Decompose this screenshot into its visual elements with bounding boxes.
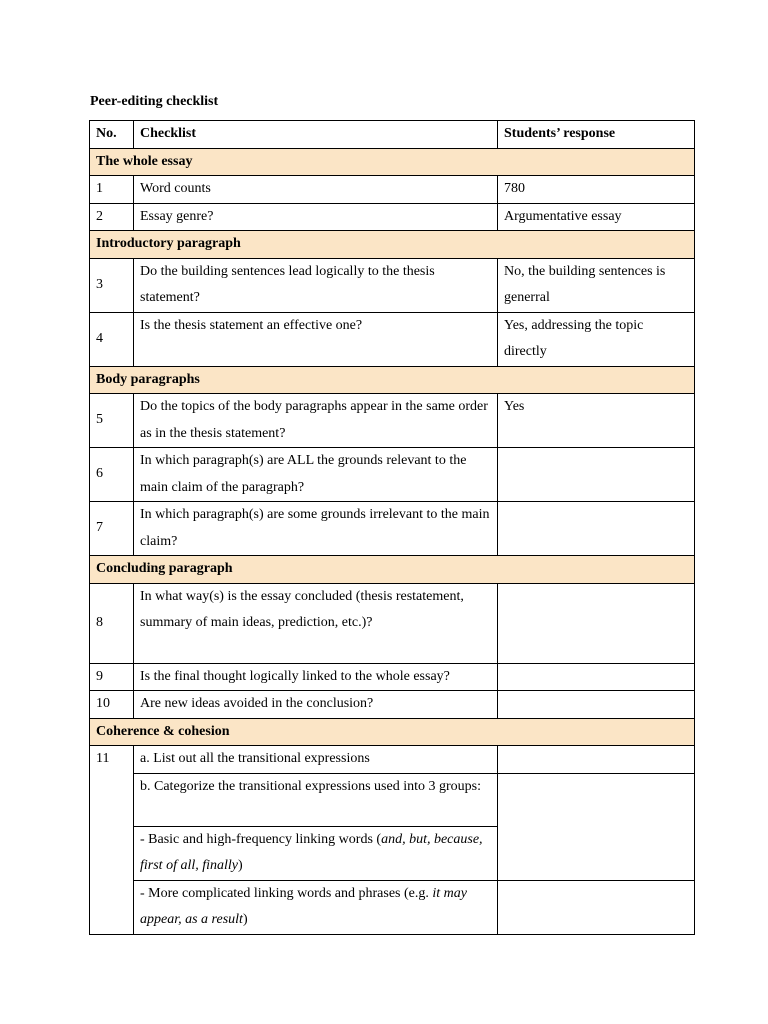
table-row — [90, 203, 695, 231]
table-row — [90, 880, 695, 934]
student-response — [498, 448, 695, 502]
table-row — [90, 583, 695, 663]
checklist-item: Are new ideas avoided in the conclusion? — [134, 691, 498, 719]
student-response — [498, 880, 695, 934]
header-checklist: Checklist — [134, 121, 498, 149]
basic-prefix: - Basic and high-frequency linking words ( — [140, 831, 382, 847]
student-response: 780 — [498, 176, 695, 204]
peer-editing-table — [89, 120, 695, 935]
section-body: Body paragraphs — [90, 366, 695, 394]
row-number: 5 — [90, 394, 134, 448]
section-row — [90, 231, 695, 259]
checklist-item: Is the final thought logically linked to the whole essay? — [134, 663, 498, 691]
document-title: Peer-editing checklist — [90, 94, 219, 109]
section-row — [90, 366, 695, 394]
checklist-item: In which paragraph(s) are ALL the grounds relevant to the main claim of the paragraph? — [134, 448, 498, 502]
student-response — [498, 691, 695, 719]
checklist-item: In what way(s) is the essay concluded (thesis restatement, summary of main ideas, prediction, etc.)? — [134, 583, 498, 663]
checklist-item: Do the topics of the body paragraphs appear in the same order as in the thesis statement? — [134, 394, 498, 448]
complex-prefix: - More complicated linking words and phrases (e.g. — [140, 885, 433, 901]
table-row — [90, 394, 695, 448]
complex-examples: it may appear, as a result — [140, 885, 467, 927]
basic-examples: and, but, because, first of all, finally — [140, 831, 483, 873]
table-row — [90, 176, 695, 204]
student-response: Yes, addressing the topic directly — [498, 312, 695, 366]
row-number: 7 — [90, 502, 134, 556]
header-response: Students’ response — [498, 121, 695, 149]
section-coherence: Coherence & cohesion — [90, 718, 695, 746]
table-row — [90, 773, 695, 826]
row-number: 4 — [90, 312, 134, 366]
row-number: 9 — [90, 663, 134, 691]
table-row — [90, 746, 695, 774]
checklist-item: Do the building sentences lead logically to the thesis statement? — [134, 258, 498, 312]
complex-suffix: ) — [242, 912, 248, 927]
section-row — [90, 556, 695, 584]
section-concluding: Concluding paragraph — [90, 556, 695, 584]
table-row — [90, 312, 695, 366]
student-response — [498, 502, 695, 556]
table-row — [90, 502, 695, 556]
table-row — [90, 691, 695, 719]
section-whole-essay: The whole essay — [90, 148, 695, 176]
checklist-item-a: a. List out all the transitional expressions — [134, 746, 498, 774]
table-row — [90, 448, 695, 502]
student-response: Argumentative essay — [498, 203, 695, 231]
checklist-item-b: b. Categorize the transitional expressions used into 3 groups: — [134, 773, 498, 826]
header-no: No. — [90, 121, 134, 149]
student-response: No, the building sentences is generral — [498, 258, 695, 312]
student-response — [498, 746, 695, 774]
row-number: 11 — [90, 746, 134, 935]
checklist-item: Word counts — [134, 176, 498, 204]
row-number: 2 — [90, 203, 134, 231]
table-row — [90, 258, 695, 312]
row-number: 1 — [90, 176, 134, 204]
checklist-item: In which paragraph(s) are some grounds irrelevant to the main claim? — [134, 502, 498, 556]
table-row — [90, 663, 695, 691]
table-header-row — [90, 121, 695, 149]
row-number: 8 — [90, 583, 134, 663]
checklist-item: Essay genre? — [134, 203, 498, 231]
student-response — [498, 773, 695, 880]
checklist-item-complex — [134, 880, 498, 934]
student-response — [498, 663, 695, 691]
checklist-item: Is the thesis statement an effective one? — [134, 312, 498, 366]
student-response: Yes — [498, 394, 695, 448]
row-number: 10 — [90, 691, 134, 719]
section-introductory: Introductory paragraph — [90, 231, 695, 259]
section-row — [90, 148, 695, 176]
checklist-item-basic — [134, 826, 498, 880]
row-number: 6 — [90, 448, 134, 502]
row-number: 3 — [90, 258, 134, 312]
section-row — [90, 718, 695, 746]
basic-suffix: ) — [238, 858, 243, 873]
student-response — [498, 583, 695, 663]
